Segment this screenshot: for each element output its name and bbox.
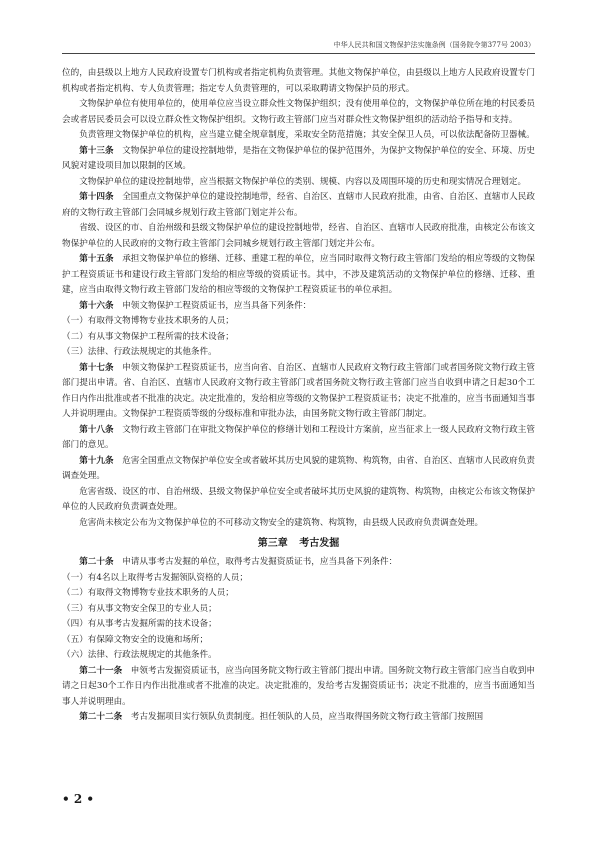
list-item bbox=[62, 345, 535, 361]
list-item bbox=[62, 633, 535, 649]
paragraph-text: 考古发掘项目实行领队负责制度。担任领队的人员，应当取得国务院文物行政主管部门按照国 bbox=[130, 712, 484, 722]
paragraph-text: 文物行政主管部门在审批文物保护单位的修缮计划和工程设计方案前，应当征求上一级人民政府文物行政主管部门的意见。 bbox=[62, 424, 535, 450]
paragraph-text: 文物保护单位的建设控制地带，应当根据文物保护单位的类别、规模、内容以及周围环境的历史和现实情况合理划定。 bbox=[79, 176, 527, 187]
article-number: 第十六条 bbox=[79, 300, 114, 311]
paragraph-text: （六）法律、行政法规规定的其他条件。 bbox=[62, 650, 217, 660]
paragraph-text: 位的，由县级以上地方人民政府设置专门机构或者指定机构负责管理。其他文物保护单位，由县级以上地方人民政府设置专门机构或者指定机构、专人负责管理；指定专人负责管理的，可以采取聘请文物保护员的形式。 bbox=[62, 68, 535, 94]
paragraph-text: （四）有从事考古发掘所需的技术设备； bbox=[62, 619, 217, 629]
paragraph-text: （三）有从事文物安全保卫的专业人员； bbox=[62, 603, 217, 614]
paragraph-text: 全国重点文物保护单位的建设控制地带，经省、自治区、直辖市人民政府批准，由省、自治区、直辖市人民政府的文物行政主管部门会同城乡规划行政主管部门划定并公布。 bbox=[62, 192, 535, 218]
paragraph-text: （二）有从事文物保护工程所需的技术设备； bbox=[62, 331, 234, 342]
list-item bbox=[62, 314, 535, 330]
paragraph-text: （一）有4名以上取得考古发掘领队资格的人员； bbox=[62, 572, 248, 583]
paragraph-text: 申领考古发掘资质证书，应当向国务院文物行政主管部门提出申请。国务院文物行政主管部门应当自收到申请之日起30个工作日内作出批准或者不批准的决定。决定批准的，发给考古发掘资质证书；决定不批准的，应当书面通知当事人并说明理由。 bbox=[62, 665, 535, 707]
chapter-title: 考古发掘 bbox=[299, 538, 340, 549]
article-paragraph bbox=[62, 423, 535, 454]
list-item bbox=[62, 602, 535, 618]
chapter-heading bbox=[62, 537, 535, 551]
paragraph-text: （一）有取得文物博物专业技术职务的人员； bbox=[62, 316, 234, 326]
chapter-number: 第三章 bbox=[257, 538, 288, 549]
paragraph-text: 文物保护单位的建设控制地带，是指在文物保护单位的保护范围外，为保护文物保护单位的安全、环境、历史风貌对建设项目加以限制的区域。 bbox=[62, 145, 535, 171]
body-section-a bbox=[62, 66, 535, 531]
article-number: 第十八条 bbox=[79, 424, 114, 435]
article-number: 第十三条 bbox=[79, 145, 114, 156]
article-number: 第十九条 bbox=[79, 455, 114, 466]
list-item bbox=[62, 617, 535, 633]
body-section-b bbox=[62, 555, 535, 726]
list-item bbox=[62, 586, 535, 602]
running-header: 中华人民共和国文物保护法实施条例（国务院令第377号 2003） bbox=[62, 40, 535, 54]
paragraph-text: 文物保护单位有使用单位的，使用单位应当设立群众性文物保护组织；没有使用单位的，文物保护单位所在地的村民委员会或者居民委员会可以设立群众性文物保护组织。文物行政主管部门应当对群众性文物保护组织的活动给予指导和支持。 bbox=[62, 99, 535, 125]
paragraph bbox=[62, 485, 535, 516]
paragraph-text: 危害省级、设区的市、自治州级、县级文物保护单位安全或者破坏其历史风貌的建筑物、构筑物，由核定公布该文物保护单位的人民政府负责调查处理。 bbox=[62, 486, 535, 512]
article-number: 第二十一条 bbox=[79, 665, 123, 676]
page-number: • 2 • bbox=[62, 792, 95, 806]
paragraph-text: 申领文物保护工程资质证书，应当具备下列条件： bbox=[122, 300, 312, 311]
document-body bbox=[62, 66, 535, 726]
article-paragraph bbox=[62, 299, 535, 315]
paragraph bbox=[62, 66, 535, 97]
article-paragraph bbox=[62, 710, 535, 726]
paragraph-text: （五）有保障文物安全的设施和场所； bbox=[62, 634, 209, 645]
paragraph-text: 承担文物保护单位的修缮、迁移、重建工程的单位，应当同时取得文物行政主管部门发给的相应等级的文物保护工程资质证书和建设行政主管部门发给的相应等级的资质证书。其中，不涉及建筑活动的文物保护单位的修缮、迁移、重建，应当由取得文物行政主管部门发给的相应等级的文物保护工程资质证书的单位承担。 bbox=[62, 254, 535, 295]
article-paragraph bbox=[62, 190, 535, 221]
paragraph bbox=[62, 128, 535, 144]
paragraph-text: 危害尚未核定公布为文物保护单位的不可移动文物安全的建筑物、构筑物，由县级人民政府负责调查处理。 bbox=[79, 517, 484, 528]
paragraph-text: 危害全国重点文物保护单位安全或者破坏其历史风貌的建筑物、构筑物，由省、自治区、直辖市人民政府负责调查处理。 bbox=[62, 455, 535, 481]
list-item bbox=[62, 571, 535, 587]
paragraph bbox=[62, 516, 535, 532]
paragraph bbox=[62, 221, 535, 252]
paragraph-text: 省级、设区的市、自治州级和县级文物保护单位的建设控制地带，经省、自治区、直辖市人民政府批准，由核定公布该文物保护单位的人民政府的文物行政主管部门会同城乡规划行政主管部门划定并公布。 bbox=[62, 223, 535, 249]
article-paragraph bbox=[62, 144, 535, 175]
article-paragraph bbox=[62, 361, 535, 423]
paragraph-text: 申请从事考古发掘的单位，取得考古发掘资质证书，应当具备下列条件： bbox=[122, 557, 398, 567]
paragraph bbox=[62, 97, 535, 128]
article-paragraph bbox=[62, 555, 535, 571]
list-item bbox=[62, 648, 535, 664]
article-paragraph bbox=[62, 454, 535, 485]
article-number: 第二十二条 bbox=[79, 712, 123, 722]
paragraph-text: （二）有取得文物博物专业技术职务的人员； bbox=[62, 588, 234, 598]
article-paragraph bbox=[62, 252, 535, 299]
article-paragraph bbox=[62, 664, 535, 711]
paragraph-text: 负责管理文物保护单位的机构，应当建立健全规章制度，采取安全防范措施；其安全保卫人员，可以依法配备防卫器械。 bbox=[79, 130, 535, 140]
paragraph-text: 申领文物保护工程资质证书，应当向省、自治区、直辖市人民政府文物行政主管部门或者国务院文物行政主管部门提出申请。省、自治区、直辖市人民政府文物行政主管部门或者国务院文物行政主管部门应当自收到申请之日起30个工作日内作出批准或者不批准的决定。决定批准的，发给相应等级的文物保护工程资质证书；决定不批准的，应当书面通知当事人并说明理由。文物保护工程资质等级的分级标准和审批办法，由国务院文物行政主管部门制定。 bbox=[62, 362, 535, 419]
article-number: 第十四条 bbox=[79, 192, 114, 202]
list-item bbox=[62, 330, 535, 346]
paragraph bbox=[62, 175, 535, 191]
article-number: 第十五条 bbox=[79, 254, 114, 264]
article-number: 第二十条 bbox=[79, 557, 114, 567]
article-number: 第十七条 bbox=[79, 362, 114, 373]
paragraph-text: （三）法律、行政法规规定的其他条件。 bbox=[62, 347, 217, 357]
